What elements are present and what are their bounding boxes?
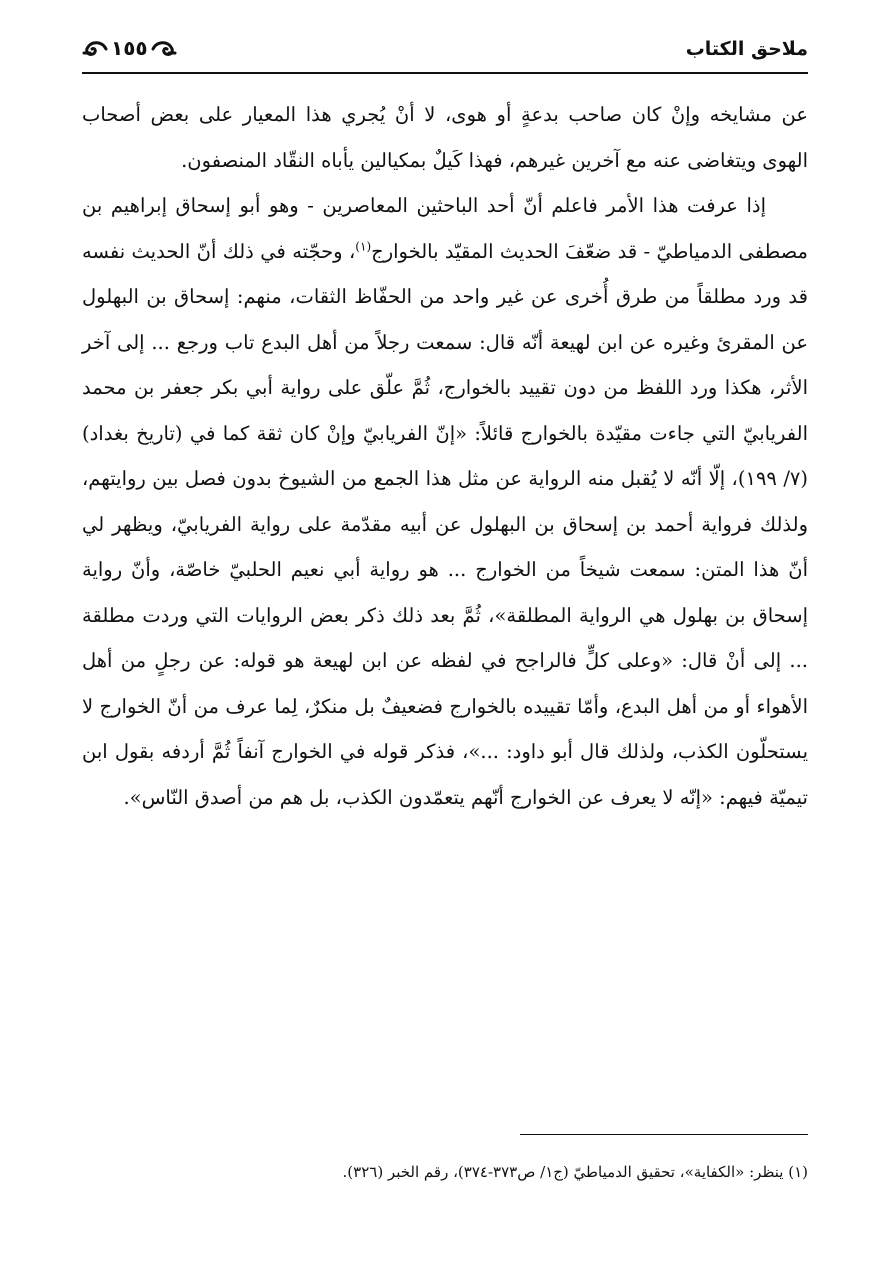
paragraph-1: عن مشايخه وإنْ كان صاحب بدعةٍ أو هوى، لا أنْ يُجري هذا المعيار على بعض أصحاب الهوى ويتغاضى عنه مع آخرين غيرهم، فهذا كَيلٌ بمكيالين يأباه النقّاد المنصفون. xyxy=(82,103,808,172)
page-number-ornament xyxy=(82,36,177,60)
paragraph-2-part-1: إذا عرفت هذا الأمر فاعلم أنّ أحد الباحثين المعاصرين - وهو أبو إسحاق إبراهيم بن مصطفى الدمياطيّ - قد ضعّفَ الحديث المقيّد بالخوارج xyxy=(82,194,809,263)
footnote-divider xyxy=(520,1134,808,1135)
page-header xyxy=(82,36,808,70)
footnote-reference[interactable]: (١) xyxy=(355,239,372,253)
chapter-title: ملاحق الكتاب xyxy=(685,38,808,60)
left-ornament-icon xyxy=(82,37,108,59)
paragraph-2 xyxy=(82,183,808,820)
footnote: (١) ينظر: «الكفاية»، تحقيق الدمياطيّ (ج١/ ص٣٧٣-٣٧٤)، رقم الخبر (٣٢٦). xyxy=(342,1163,808,1181)
page-number: ١٥٥ xyxy=(111,36,148,60)
paragraph-2-part-2: ، وحجّته في ذلك أنّ الحديث نفسه قد ورد مطلقاً من طرق أُخرى عن غير واحد من الحفّاظ الثقات، منهم: إسحاق بن البهلول عن المقرئ وغيره عن ابن لهيعة أنّه قال: سمعت رجلاً من أهل البدع تاب ورجع ... إلى آخر الأثر، هكذا ورد اللفظ من دون تقييد بالخوارج، ثُمَّ علّق على رواية أبي بكر جعفر بن محمد الفريابيّ التي جاءت مقيّدة بالخوارج قائلاً: «إنّ الفريابيّ وإنْ كان ثقة كما في (تاريخ بغداد) (٧/ ١٩٩)، إلّا أنّه لا يُقبل منه الرواية عن مثل هذا الجمع من الشيوخ بدون فصل بين روايتهم، ولذلك فرواية أحمد بن إسحاق بن البهلول عن أبيه مقدّمة على رواية الفريابيّ، ويظهر لي أنّ هذا المتن: سمعت شيخاً من الخوارج ... هو رواية أبي نعيم الحلبيّ خاصّة، وأنّ رواية إسحاق بن بهلول هي الرواية المطلقة»، ثُمَّ بعد ذلك ذكر بعض الروايات التي وردت مطلقة ... إلى أنْ قال: «وعلى كلٍّ فالراجح في لفظه عن ابن لهيعة هو قوله: عن رجلٍ من أهل الأهواء أو من أهل البدع، وأمّا تقييده بالخوارج فضعيفٌ بل منكرٌ، لِما عرف من أنّ الخوارج لا يستحلّون الكذب، ولذلك قال أبو داود: ...»، فذكر قوله في الخوارج آنفاً ثُمَّ أردفه بقول ابن تيميّة فيهم: «إنّه لا يعرف عن الخوارج أنّهم يتعمّدون الكذب، بل هم من أصدق النّاس». xyxy=(82,239,808,809)
right-ornament-icon xyxy=(151,37,177,59)
main-text xyxy=(82,92,808,820)
header-divider xyxy=(82,72,808,74)
